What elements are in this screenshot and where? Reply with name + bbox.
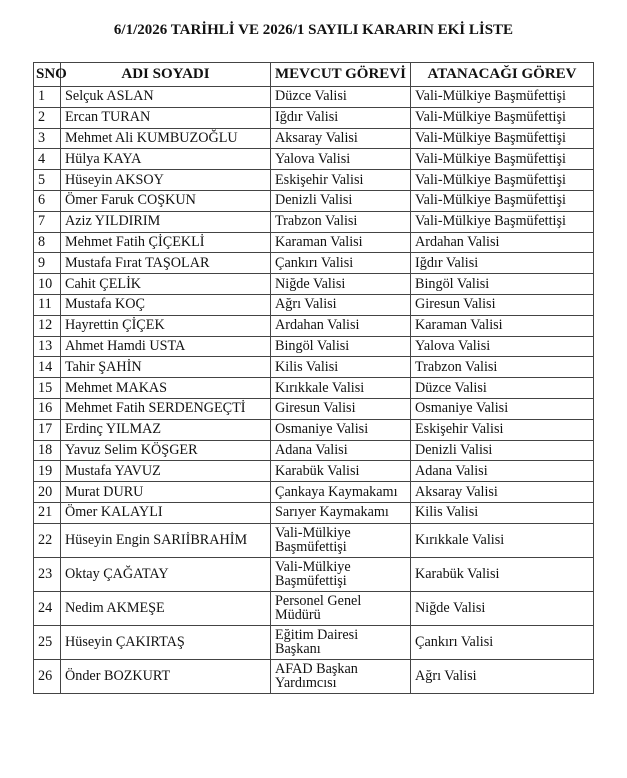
cell-sno: 8 — [34, 232, 61, 253]
table-row — [34, 232, 594, 253]
cell-current-position: Çankaya Kaymakamı — [271, 482, 411, 503]
cell-new-position: Vali-Mülkiye Başmüfettişi — [411, 170, 594, 191]
cell-name: Ercan TURAN — [61, 107, 271, 128]
cell-current-position: Eskişehir Valisi — [271, 170, 411, 191]
cell-name: Mustafa YAVUZ — [61, 461, 271, 482]
cell-new-position: Vali-Mülkiye Başmüfettişi — [411, 128, 594, 149]
cell-sno: 24 — [34, 591, 61, 625]
table-row — [34, 128, 594, 149]
cell-sno: 5 — [34, 170, 61, 191]
cell-current-position: Ağrı Valisi — [271, 294, 411, 315]
cell-new-position: Niğde Valisi — [411, 591, 594, 625]
cell-name: Selçuk ASLAN — [61, 87, 271, 108]
table-row — [34, 315, 594, 336]
cell-name: Ahmet Hamdi USTA — [61, 336, 271, 357]
cell-sno: 6 — [34, 190, 61, 211]
cell-current-position: Aksaray Valisi — [271, 128, 411, 149]
table-row — [34, 294, 594, 315]
cell-sno: 23 — [34, 557, 61, 591]
cell-new-position: Karabük Valisi — [411, 557, 594, 591]
cell-current-position: Vali-Mülkiye Başmüfettişi — [271, 557, 411, 591]
cell-current-position: Adana Valisi — [271, 440, 411, 461]
cell-sno: 18 — [34, 440, 61, 461]
header-new-position: ATANACAĞI GÖREV — [411, 63, 594, 87]
cell-sno: 3 — [34, 128, 61, 149]
table-row — [34, 190, 594, 211]
cell-new-position: Adana Valisi — [411, 461, 594, 482]
cell-sno: 4 — [34, 149, 61, 170]
cell-current-position: Kilis Valisi — [271, 357, 411, 378]
cell-current-position: Giresun Valisi — [271, 398, 411, 419]
cell-name: Erdinç YILMAZ — [61, 419, 271, 440]
cell-new-position: Vali-Mülkiye Başmüfettişi — [411, 87, 594, 108]
cell-current-position: Niğde Valisi — [271, 274, 411, 295]
cell-sno: 20 — [34, 482, 61, 503]
cell-new-position: Iğdır Valisi — [411, 253, 594, 274]
cell-new-position: Vali-Mülkiye Başmüfettişi — [411, 211, 594, 232]
cell-sno: 25 — [34, 625, 61, 659]
cell-new-position: Ardahan Valisi — [411, 232, 594, 253]
cell-sno: 9 — [34, 253, 61, 274]
cell-sno: 22 — [34, 523, 61, 557]
cell-name: Yavuz Selim KÖŞGER — [61, 440, 271, 461]
cell-new-position: Yalova Valisi — [411, 336, 594, 357]
cell-name: Mehmet Ali KUMBUZOĞLU — [61, 128, 271, 149]
document-title: 6/1/2026 TARİHLİ VE 2026/1 SAYILI KARARIN EKİ LİSTE — [113, 22, 514, 38]
cell-name: Ömer KALAYLI — [61, 502, 271, 523]
cell-name: Mehmet Fatih ÇİÇEKLİ — [61, 232, 271, 253]
cell-current-position: Eğitim Dairesi Başkanı — [271, 625, 411, 659]
header-name: ADI SOYADI — [61, 63, 271, 87]
cell-name: Hayrettin ÇİÇEK — [61, 315, 271, 336]
cell-new-position: Kilis Valisi — [411, 502, 594, 523]
table-row — [34, 398, 594, 419]
cell-new-position: Osmaniye Valisi — [411, 398, 594, 419]
cell-sno: 17 — [34, 419, 61, 440]
cell-sno: 2 — [34, 107, 61, 128]
cell-name: Tahir ŞAHİN — [61, 357, 271, 378]
cell-name: Aziz YILDIRIM — [61, 211, 271, 232]
cell-current-position: Vali-Mülkiye Başmüfettişi — [271, 523, 411, 557]
cell-new-position: Düzce Valisi — [411, 378, 594, 399]
cell-current-position: Ardahan Valisi — [271, 315, 411, 336]
cell-current-position: Yalova Valisi — [271, 149, 411, 170]
cell-name: Hüseyin Engin SARIİBRAHİM — [61, 523, 271, 557]
table-row — [34, 482, 594, 503]
table-row — [34, 659, 594, 693]
cell-current-position: Kırıkkale Valisi — [271, 378, 411, 399]
cell-sno: 26 — [34, 659, 61, 693]
cell-new-position: Bingöl Valisi — [411, 274, 594, 295]
cell-new-position: Denizli Valisi — [411, 440, 594, 461]
cell-current-position: Düzce Valisi — [271, 87, 411, 108]
table-row — [34, 591, 594, 625]
cell-sno: 15 — [34, 378, 61, 399]
cell-sno: 14 — [34, 357, 61, 378]
cell-name: Mehmet Fatih SERDENGEÇTİ — [61, 398, 271, 419]
table-row — [34, 557, 594, 591]
cell-current-position: AFAD Başkan Yardımcısı — [271, 659, 411, 693]
cell-current-position: Sarıyer Kaymakamı — [271, 502, 411, 523]
cell-new-position: Trabzon Valisi — [411, 357, 594, 378]
cell-name: Mustafa KOÇ — [61, 294, 271, 315]
cell-sno: 21 — [34, 502, 61, 523]
table-row — [34, 357, 594, 378]
cell-sno: 1 — [34, 87, 61, 108]
cell-new-position: Eskişehir Valisi — [411, 419, 594, 440]
cell-name: Ömer Faruk COŞKUN — [61, 190, 271, 211]
table-row — [34, 87, 594, 108]
table-body — [34, 87, 594, 694]
table-row — [34, 523, 594, 557]
cell-name: Oktay ÇAĞATAY — [61, 557, 271, 591]
cell-sno: 11 — [34, 294, 61, 315]
cell-name: Hüseyin AKSOY — [61, 170, 271, 191]
cell-sno: 13 — [34, 336, 61, 357]
cell-current-position: Osmaniye Valisi — [271, 419, 411, 440]
cell-name: Hüseyin ÇAKIRTAŞ — [61, 625, 271, 659]
cell-current-position: Bingöl Valisi — [271, 336, 411, 357]
cell-sno: 12 — [34, 315, 61, 336]
cell-sno: 16 — [34, 398, 61, 419]
table-row — [34, 170, 594, 191]
header-current-position: MEVCUT GÖREVİ — [271, 63, 411, 87]
cell-current-position: Trabzon Valisi — [271, 211, 411, 232]
cell-current-position: Çankırı Valisi — [271, 253, 411, 274]
cell-name: Önder BOZKURT — [61, 659, 271, 693]
cell-new-position: Vali-Mülkiye Başmüfettişi — [411, 149, 594, 170]
table-row — [34, 625, 594, 659]
table-row — [34, 107, 594, 128]
cell-name: Cahit ÇELİK — [61, 274, 271, 295]
cell-new-position: Ağrı Valisi — [411, 659, 594, 693]
cell-new-position: Giresun Valisi — [411, 294, 594, 315]
cell-current-position: Personel Genel Müdürü — [271, 591, 411, 625]
table-row — [34, 336, 594, 357]
table-row — [34, 149, 594, 170]
cell-new-position: Kırıkkale Valisi — [411, 523, 594, 557]
cell-current-position: Karaman Valisi — [271, 232, 411, 253]
table-row — [34, 419, 594, 440]
cell-new-position: Karaman Valisi — [411, 315, 594, 336]
cell-sno: 10 — [34, 274, 61, 295]
table-row — [34, 440, 594, 461]
cell-current-position: Iğdır Valisi — [271, 107, 411, 128]
cell-name: Nedim AKMEŞE — [61, 591, 271, 625]
cell-new-position: Aksaray Valisi — [411, 482, 594, 503]
cell-new-position: Çankırı Valisi — [411, 625, 594, 659]
cell-new-position: Vali-Mülkiye Başmüfettişi — [411, 190, 594, 211]
cell-sno: 19 — [34, 461, 61, 482]
table-row — [34, 253, 594, 274]
cell-current-position: Denizli Valisi — [271, 190, 411, 211]
cell-new-position: Vali-Mülkiye Başmüfettişi — [411, 107, 594, 128]
table-row — [34, 461, 594, 482]
appointment-table — [33, 62, 594, 694]
cell-name: Mehmet MAKAS — [61, 378, 271, 399]
table-row — [34, 274, 594, 295]
table-header-row — [34, 63, 594, 87]
header-sno: SNO — [34, 63, 61, 87]
table-row — [34, 378, 594, 399]
cell-current-position: Karabük Valisi — [271, 461, 411, 482]
cell-sno: 7 — [34, 211, 61, 232]
table-row — [34, 502, 594, 523]
table-row — [34, 211, 594, 232]
cell-name: Hülya KAYA — [61, 149, 271, 170]
cell-name: Murat DURU — [61, 482, 271, 503]
cell-name: Mustafa Fırat TAŞOLAR — [61, 253, 271, 274]
